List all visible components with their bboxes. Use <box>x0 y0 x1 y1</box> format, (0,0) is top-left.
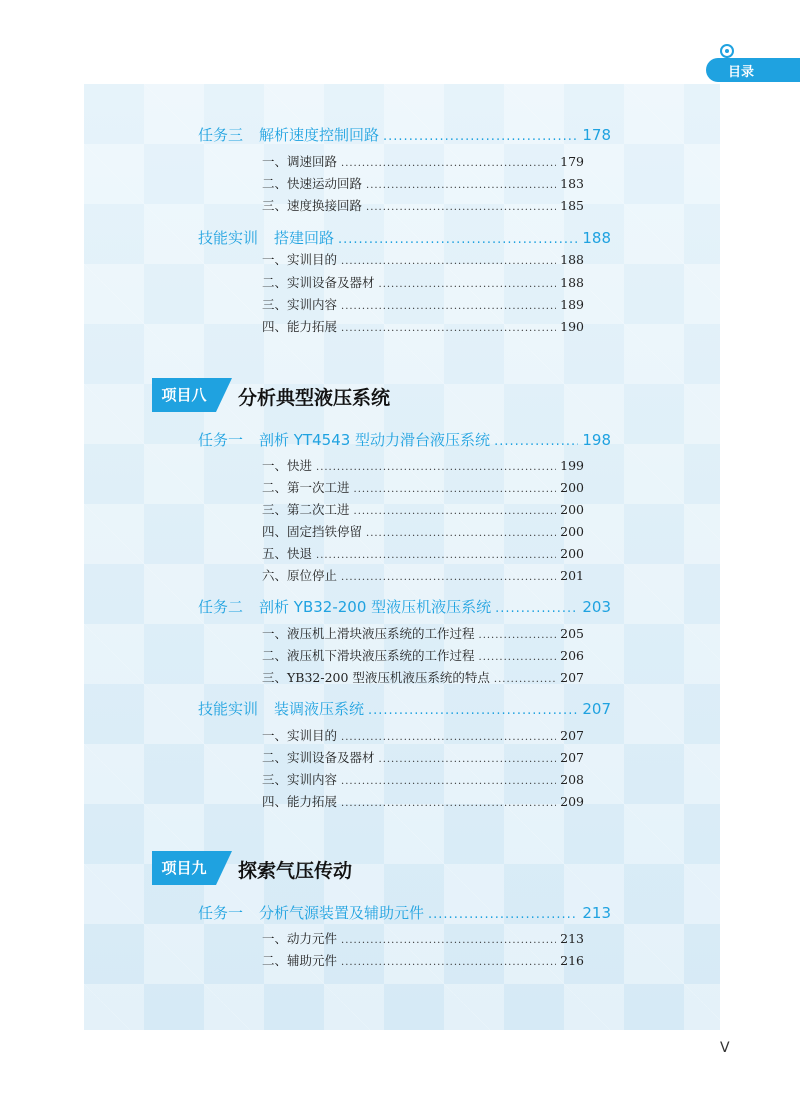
project-label: 项目九 <box>152 851 216 885</box>
entry-page: 200 <box>560 546 584 561</box>
toc-sub-entry[interactable] <box>262 522 584 540</box>
entry-page: 208 <box>560 772 584 787</box>
dot-leader <box>494 434 578 449</box>
toc-task-entry[interactable] <box>198 227 611 247</box>
entry-title: 二、实训设备及器材 <box>262 275 375 290</box>
dot-leader <box>428 907 578 922</box>
dot-leader <box>341 798 556 809</box>
dot-leader <box>366 528 556 539</box>
entry-page: 198 <box>582 431 611 449</box>
entry-page: 200 <box>560 524 584 539</box>
project-title: 探索气压传动 <box>238 860 353 882</box>
dot-leader <box>341 158 556 169</box>
toc-sub-entry[interactable] <box>262 196 584 214</box>
task-label: 任务一 <box>198 431 244 449</box>
entry-title: 一、调速回路 <box>262 154 338 169</box>
task-label: 任务二 <box>198 598 244 616</box>
entry-title: 四、固定挡铁停留 <box>262 524 363 539</box>
entry-page: 216 <box>560 953 584 968</box>
entry-page: 190 <box>560 319 584 334</box>
target-icon <box>720 44 734 58</box>
entry-page: 188 <box>560 252 584 267</box>
task-label: 任务一 <box>198 904 244 922</box>
task-label: 任务三 <box>198 126 244 144</box>
entry-page: 206 <box>560 648 584 663</box>
entry-page: 209 <box>560 794 584 809</box>
section-tab-label: 目录 <box>728 65 755 80</box>
task-label: 技能实训 <box>198 700 259 718</box>
entry-page: 188 <box>560 275 584 290</box>
project-label-notch <box>216 378 232 412</box>
toc-sub-entry[interactable] <box>262 646 584 664</box>
entry-page: 213 <box>560 931 584 946</box>
toc-task-entry[interactable] <box>198 902 611 922</box>
dot-leader <box>366 180 556 191</box>
dot-leader <box>341 732 556 743</box>
entry-title: 分析气源装置及辅助元件 <box>259 904 425 922</box>
entry-title: 二、液压机下滑块液压系统的工作过程 <box>262 648 475 663</box>
entry-page: 213 <box>582 904 611 922</box>
dot-leader <box>341 957 556 968</box>
toc-sub-entry[interactable] <box>262 624 584 642</box>
entry-page: 201 <box>560 568 584 583</box>
entry-page: 207 <box>560 750 584 765</box>
toc-sub-entry[interactable] <box>262 770 584 788</box>
toc-sub-entry[interactable] <box>262 726 584 744</box>
entry-page: 205 <box>560 626 584 641</box>
entry-page: 189 <box>560 297 584 312</box>
entry-title: 一、实训目的 <box>262 252 338 267</box>
entry-title: 六、原位停止 <box>262 568 338 583</box>
entry-title: 二、辅助元件 <box>262 953 338 968</box>
entry-title: 搭建回路 <box>274 229 335 247</box>
entry-page: 200 <box>560 480 584 495</box>
dot-leader <box>383 129 578 144</box>
entry-title: 二、实训设备及器材 <box>262 750 375 765</box>
entry-page: 183 <box>560 176 584 191</box>
toc-task-entry[interactable] <box>198 596 611 616</box>
entry-title: 一、动力元件 <box>262 931 338 946</box>
toc-sub-entry[interactable] <box>262 668 584 686</box>
toc-sub-entry[interactable] <box>262 544 584 562</box>
toc-sub-entry[interactable] <box>262 152 584 170</box>
entry-title: 三、实训内容 <box>262 297 338 312</box>
entry-title: 解析速度控制回路 <box>259 126 380 144</box>
entry-title: 五、快退 <box>262 546 313 561</box>
dot-leader <box>341 301 556 312</box>
entry-title: 四、能力拓展 <box>262 794 338 809</box>
dot-leader <box>341 256 556 267</box>
task-label: 技能实训 <box>198 229 259 247</box>
entry-title: 三、实训内容 <box>262 772 338 787</box>
toc-sub-entry[interactable] <box>262 317 584 335</box>
project-label-notch <box>216 851 232 885</box>
toc-sub-entry[interactable] <box>262 500 584 518</box>
dot-leader <box>341 935 556 946</box>
entry-title: 二、第一次工进 <box>262 480 350 495</box>
entry-page: 207 <box>560 728 584 743</box>
toc-sub-entry[interactable] <box>262 478 584 496</box>
entry-page: 199 <box>560 458 584 473</box>
project-label: 项目八 <box>152 378 216 412</box>
toc-sub-entry[interactable] <box>262 792 584 810</box>
toc-sub-entry[interactable] <box>262 273 584 291</box>
toc-sub-entry[interactable] <box>262 295 584 313</box>
project-heading[interactable] <box>152 851 656 885</box>
dot-leader <box>341 776 556 787</box>
toc-sub-entry[interactable] <box>262 951 584 969</box>
entry-title: 一、液压机上滑块液压系统的工作过程 <box>262 626 475 641</box>
entry-title: 四、能力拓展 <box>262 319 338 334</box>
entry-title: 剖析 YT4543 型动力滑台液压系统 <box>259 431 491 449</box>
section-tab <box>706 58 800 82</box>
entry-title: 三、YB32-200 型液压机液压系统的特点 <box>262 670 490 685</box>
entry-page: 207 <box>560 670 584 685</box>
toc-sub-entry[interactable] <box>262 250 584 268</box>
toc-sub-entry[interactable] <box>262 174 584 192</box>
project-heading[interactable] <box>152 378 656 412</box>
entry-page: 178 <box>582 126 611 144</box>
dot-leader <box>354 484 557 495</box>
toc-sub-entry[interactable] <box>262 566 584 584</box>
dot-leader <box>341 572 556 583</box>
toc-sub-entry[interactable] <box>262 456 584 474</box>
entry-title: 装调液压系统 <box>274 700 365 718</box>
dot-leader <box>368 703 578 718</box>
dot-leader <box>341 323 556 334</box>
toc-task-entry[interactable] <box>198 429 611 449</box>
dot-leader <box>479 630 557 641</box>
entry-page: 179 <box>560 154 584 169</box>
dot-leader <box>495 601 578 616</box>
dot-leader <box>316 462 556 473</box>
entry-page: 188 <box>582 229 611 247</box>
entry-page: 200 <box>560 502 584 517</box>
entry-page: 207 <box>582 700 611 718</box>
dot-leader <box>494 674 556 685</box>
entry-page: 203 <box>582 598 611 616</box>
dot-leader <box>338 232 578 247</box>
dot-leader <box>379 754 557 765</box>
dot-leader <box>366 202 556 213</box>
entry-title: 三、速度换接回路 <box>262 198 363 213</box>
project-title: 分析典型液压系统 <box>238 387 391 409</box>
entry-page: 185 <box>560 198 584 213</box>
dot-leader <box>479 652 557 663</box>
dot-leader <box>354 506 557 517</box>
toc-task-entry[interactable] <box>198 124 611 144</box>
toc-sub-entry[interactable] <box>262 748 584 766</box>
entry-title: 一、实训目的 <box>262 728 338 743</box>
entry-title: 一、快进 <box>262 458 313 473</box>
dot-leader <box>379 279 557 290</box>
toc-task-entry[interactable] <box>198 698 611 718</box>
entry-title: 剖析 YB32-200 型液压机液压系统 <box>259 598 492 616</box>
entry-title: 二、快速运动回路 <box>262 176 363 191</box>
toc-sub-entry[interactable] <box>262 929 584 947</box>
entry-title: 三、第二次工进 <box>262 502 350 517</box>
page-number: V <box>720 1040 730 1056</box>
dot-leader <box>316 550 556 561</box>
